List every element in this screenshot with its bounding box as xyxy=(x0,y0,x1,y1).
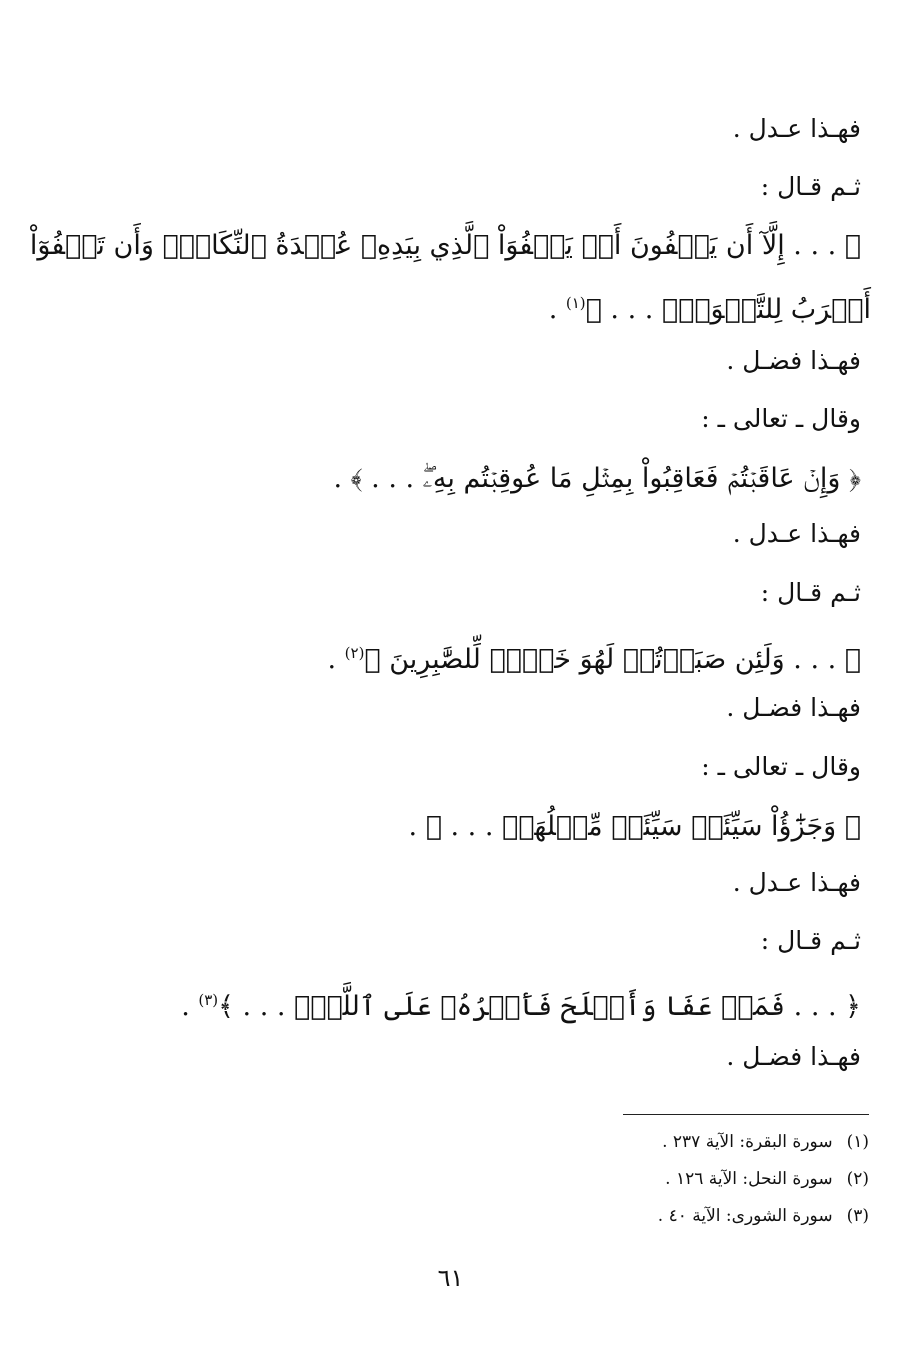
statement-justice-2: فهـذا عـدل . xyxy=(732,519,861,548)
footnote-2 xyxy=(665,1167,869,1191)
verse-5-end-dot: . xyxy=(181,991,199,1022)
verse-4: ﴿ وَجَزَٰٓؤُاْ سَيِّئَةٖ سَيِّئَةٞ مِّثۡلُهَاۖ . . . ﴾ . xyxy=(408,811,861,842)
footnote-divider xyxy=(623,1114,869,1115)
statement-virtue-3: فهـذا فضـل . xyxy=(726,1042,861,1071)
verse-1-line-2 xyxy=(549,283,871,330)
verse-5 xyxy=(181,980,861,1027)
statement-justice-1: فهـذا عـدل . xyxy=(732,114,861,143)
footnote-3 xyxy=(658,1204,869,1228)
footnote-1-text: سورة البقرة: الآية ٢٣٧ . xyxy=(662,1132,833,1152)
footnote-3-text: سورة الشورى: الآية ٤٠ . xyxy=(657,1206,833,1226)
verse-3 xyxy=(327,633,861,680)
verse-5-text: ﴿ . . . فَمَنۡ عَفَا وَأَصۡلَحَ فَأَجۡرُهُۥ عَلَى ٱللَّهِۚ . . . ﴾ xyxy=(218,991,861,1022)
verse-1-end: أَقۡرَبُ لِلتَّقۡوَىٰۚ . . . ﴾ xyxy=(585,294,871,325)
statement-then-said-1: ثـم قـال : xyxy=(760,172,861,201)
verse-1-end-dot: . xyxy=(548,294,566,325)
footnote-3-number: (٣) xyxy=(846,1206,869,1226)
statement-virtue-1: فهـذا فضـل . xyxy=(726,346,861,375)
footnote-ref-3: (٣) xyxy=(198,991,219,1009)
statement-and-he-said-1: وقال ـ تعالى ـ : xyxy=(701,404,861,433)
verse-1-line-1: ﴿ . . . إِلَّآ أَن يَعۡفُونَ أَوۡ يَعۡفُوَاْ ٱلَّذِي بِيَدِهِۦ عُقۡدَةُ ٱلنِّكَاحِۚ وَأَن تَعۡفُوٓاْ xyxy=(29,230,861,261)
statement-virtue-2: فهـذا فضـل . xyxy=(726,693,861,722)
statement-justice-3: فهـذا عـدل . xyxy=(732,868,861,897)
statement-and-he-said-2: وقال ـ تعالى ـ : xyxy=(701,752,861,781)
footnote-1 xyxy=(662,1130,869,1154)
footnote-ref-1: (١) xyxy=(565,294,586,312)
statement-then-said-3: ثـم قـال : xyxy=(760,926,861,955)
verse-3-text: ﴿ . . . وَلَئِن صَبَرۡتُمۡ لَهُوَ خَيۡرٞ لِّلصَّٰبِرِينَ ﴾ xyxy=(364,644,861,675)
verse-2: ﴿ وَإِنۡ عَاقَبۡتُمۡ فَعَاقِبُواْ بِمِثۡلِ مَا عُوقِبۡتُم بِهِۦۖ . . . ﴾ . xyxy=(333,463,861,494)
footnote-ref-2: (٢) xyxy=(344,644,365,662)
page-number: ٦١ xyxy=(437,1264,464,1292)
footnote-2-text: سورة النحل: الآية ١٢٦ . xyxy=(665,1169,833,1189)
footnote-2-number: (٢) xyxy=(846,1169,869,1189)
footnote-1-number: (١) xyxy=(846,1132,869,1152)
verse-3-end-dot: . xyxy=(327,644,345,675)
statement-then-said-2: ثـم قـال : xyxy=(760,578,861,607)
